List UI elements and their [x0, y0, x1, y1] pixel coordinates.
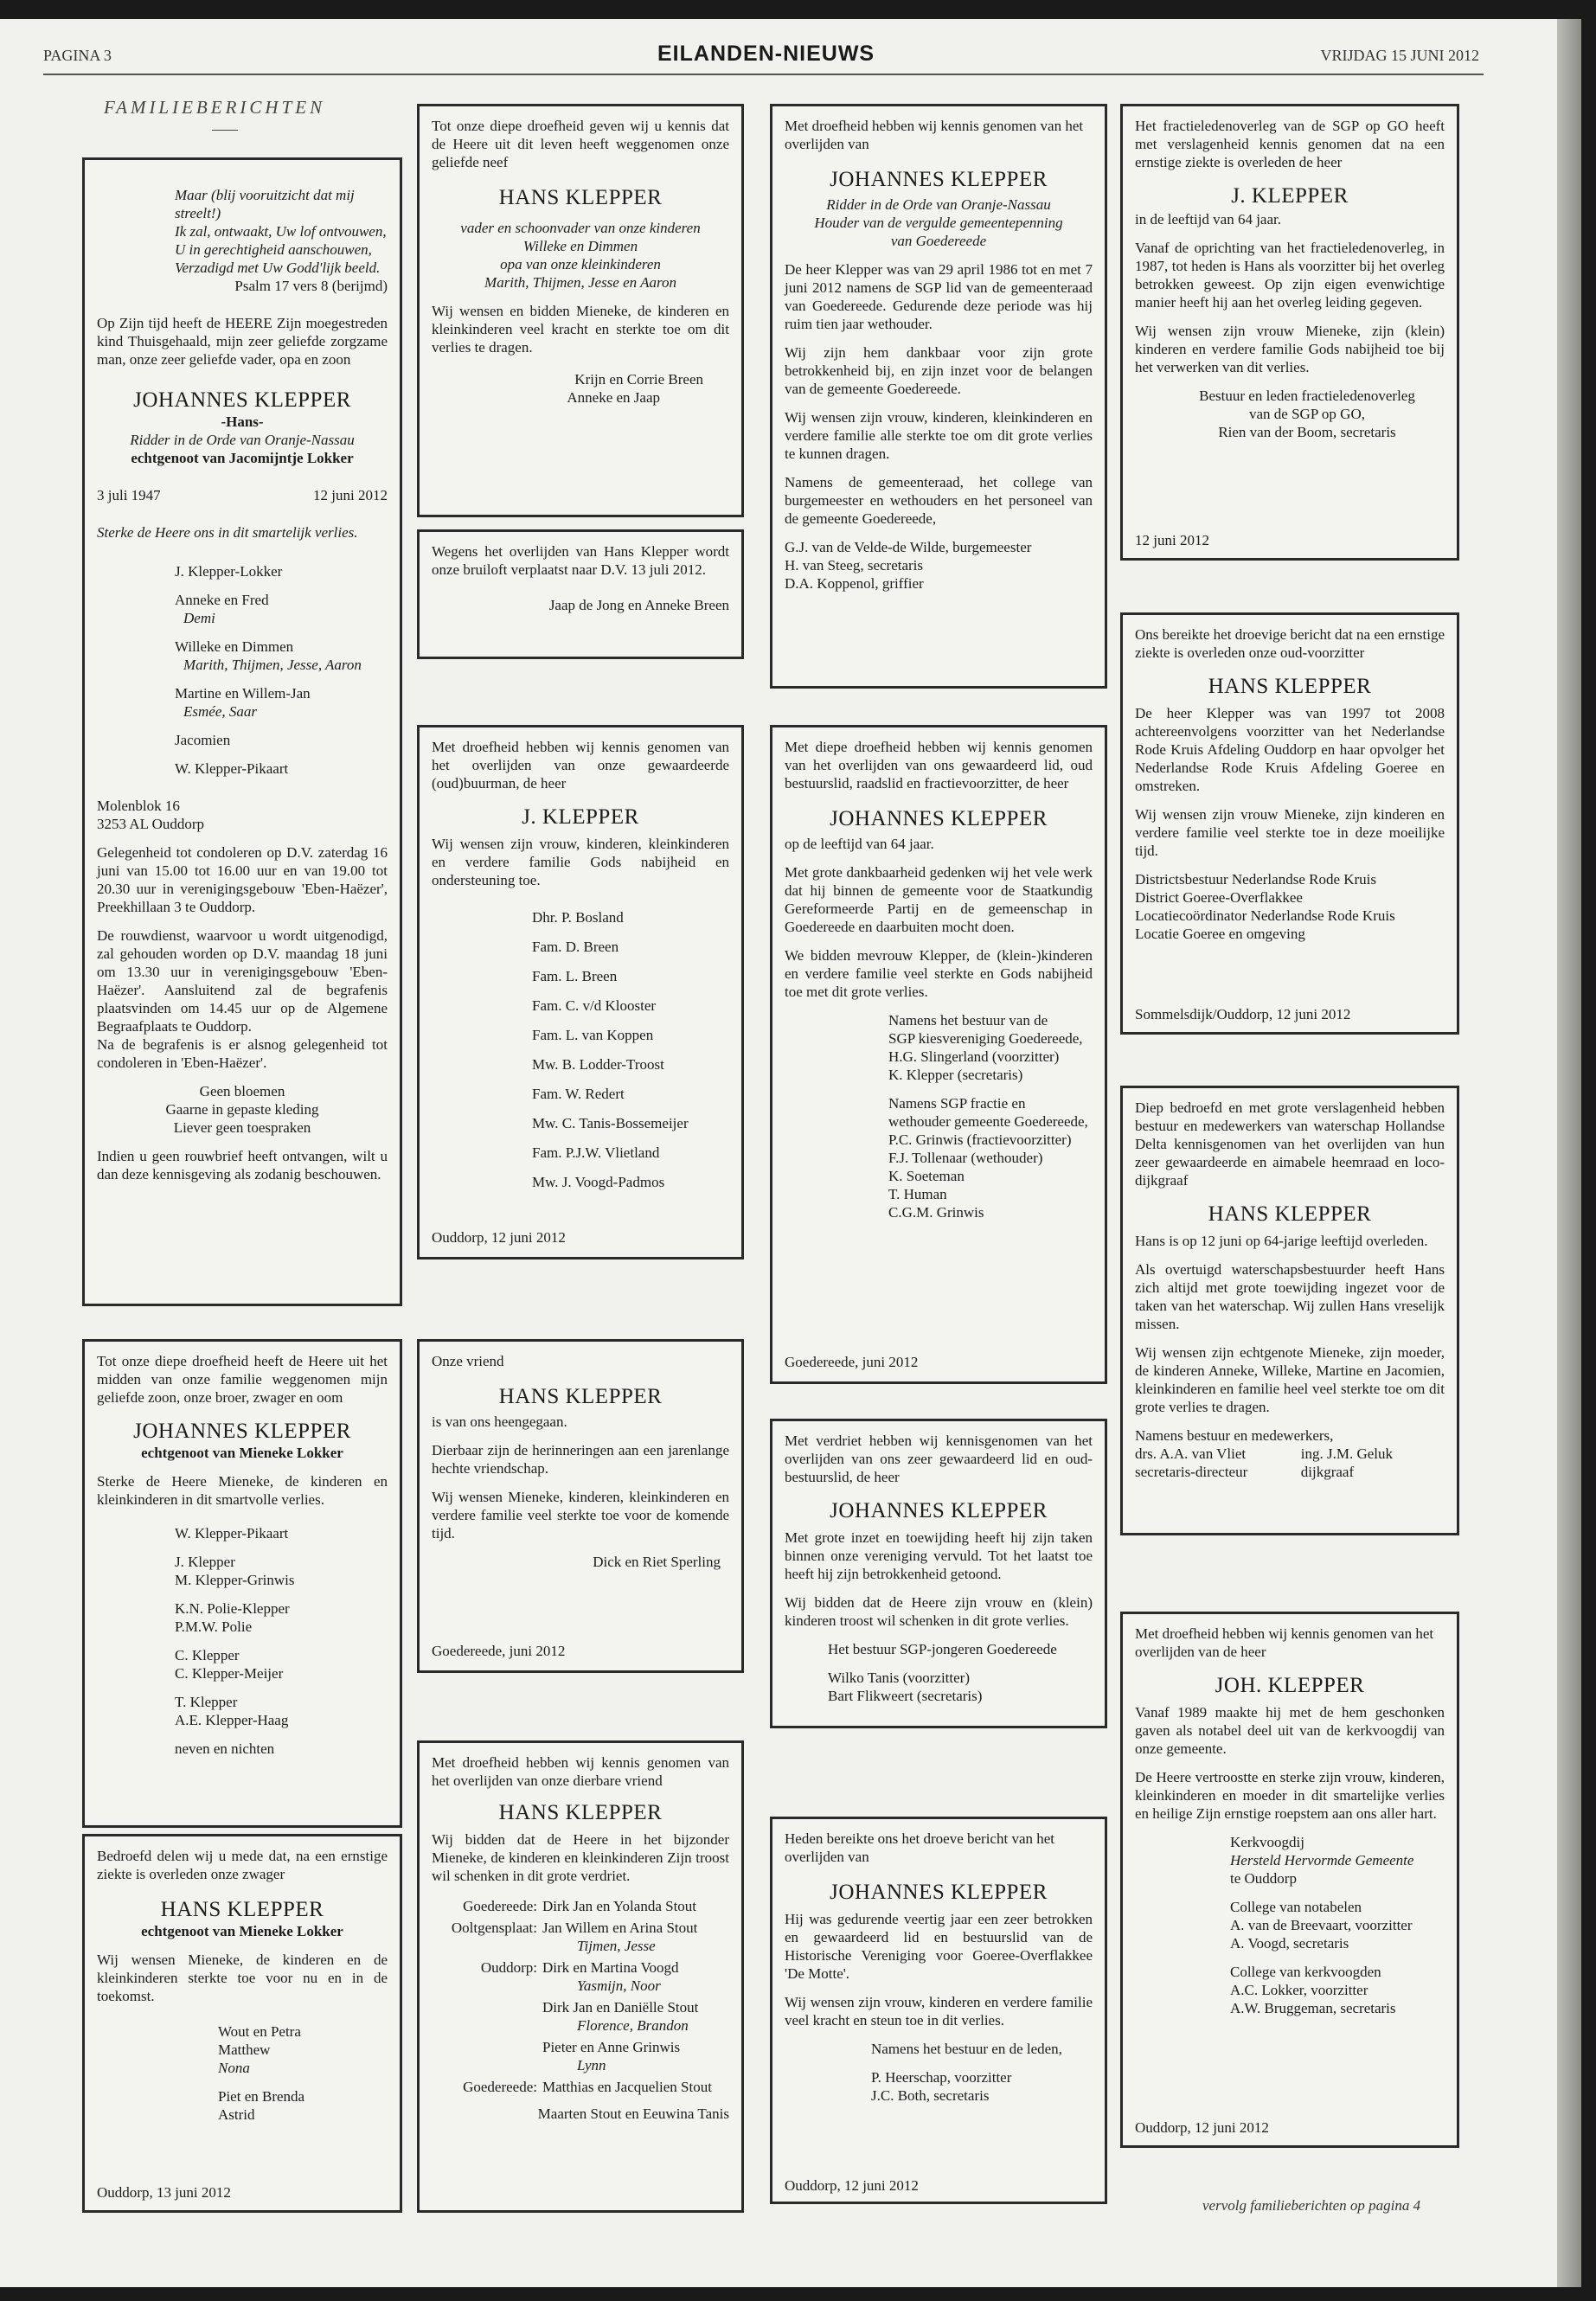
intro-text: Met droefheid hebben wij kennis genomen van het overlijden van de heer [1135, 1625, 1434, 1660]
signatory: A.C. Lokker, voorzitter [1230, 1982, 1368, 1998]
deceased-name: JOHANNES KLEPPER [133, 1420, 351, 1443]
name-line: Dirk en Martina Voogd [542, 1959, 679, 1976]
quote-block [97, 186, 388, 277]
signatory: C.G.M. Grinwis [888, 1204, 984, 1221]
family-member: W. Klepper-Pikaart [175, 760, 289, 777]
signatory: Bart Flikweert (secretaris) [828, 1688, 983, 1704]
signatory: D.A. Koppenol, griffier [785, 575, 924, 592]
signatory: te Ouddorp [1230, 1870, 1297, 1887]
signatory: Krijn en Corrie Breen [574, 371, 703, 388]
signatory: SGP kiesvereniging Goedereede, [888, 1030, 1083, 1047]
signatory: P.M.W. Polie [175, 1618, 253, 1635]
name-cell [542, 1917, 729, 1957]
description-line: opa van onze kleinkinderen [500, 256, 661, 272]
signatory: T. Klepper [175, 1694, 238, 1710]
signatory: Hersteld Hervormde Gemeente [1230, 1852, 1414, 1868]
wish-text: Wij wensen zijn vrouw, kinderen, kleinkinderen en verdere familie Gods nabijheid en ondersteuning toe. [432, 836, 729, 888]
table-row [432, 2036, 729, 2076]
notice-neighbours [417, 725, 744, 1259]
spouse-line: echtgenoot van Jacomijntje Lokker [131, 450, 354, 466]
table-row [432, 1917, 729, 1957]
intro-text: Diep bedroefd en met grote verslagenheid hebben bestuur en medewerkers van waterschap Hollandse Delta kennisgenomen van het overlijden van hun zeer gewaardeerde en aimabele heemraad en loco-dijkgraaf [1135, 1099, 1445, 1189]
psalm-ref: Psalm 17 vers 8 (berijmd) [234, 278, 388, 294]
signatory: dijkgraaf [1300, 1464, 1355, 1480]
family-children: Demi [183, 610, 215, 626]
signatory: Jaap de Jong en Anneke Breen [548, 597, 729, 613]
signatory: Bestuur en leden fractieledenoverleg [1199, 388, 1415, 404]
masthead: EILANDEN-NIEUWS [657, 42, 875, 66]
place-cell [432, 1997, 542, 2036]
paragraph: Hij was gedurende veertig jaar een zeer betrokken en gewaardeerd lid en bestuurslid van de Historische Vereniging voor Goeree-Overflakkee 'De Motte'. [785, 1911, 1093, 1982]
deceased-name: HANS KLEPPER [1208, 1202, 1372, 1226]
issue-date: VRIJDAG 15 JUNI 2012 [1320, 47, 1479, 64]
signatory: T. Human [888, 1186, 947, 1202]
signatory-left [1135, 1445, 1247, 1481]
place-cell [432, 2036, 542, 2076]
intro-text: Met droefheid hebben wij kennis genomen van het overlijden van [785, 118, 1084, 152]
paragraph: Namens bestuur en medewerkers, [1135, 1427, 1334, 1444]
signatory: van de SGP op GO, [1249, 406, 1365, 422]
intro-text: Het fractieledenoverleg van de SGP op GO heeft met verslagenheid kennis genomen dat na een ernstige ziekte is overleden de heer [1135, 118, 1445, 170]
intro-text: Met droefheid hebben wij kennis genomen van het overlijden van onze dierbare vriend [432, 1754, 729, 1789]
continued-note: vervolg familieberichten op pagina 4 [1202, 2197, 1421, 2214]
honour-line: Houder van de vergulde gemeentepenning [814, 215, 1063, 231]
paragraph: De heer Klepper was van 29 april 1986 tot en met 7 juni 2012 namens de SGP lid van de gemeenteraad van Goedereede. Gedurende deze periode was hij ruim tien jaar wethouder. [785, 261, 1093, 332]
children-line: Lynn [577, 2057, 606, 2073]
name-cell [542, 1957, 729, 1997]
signatory: M. Klepper-Grinwis [175, 1572, 295, 1588]
neighbour: Mw. J. Voogd-Padmos [532, 1174, 665, 1190]
table-row [432, 1997, 729, 2036]
signatory: Maarten Stout en Eeuwina Tanis [537, 2106, 729, 2122]
page-header [43, 42, 1479, 67]
signatory: H. van Steeg, secretaris [785, 557, 924, 574]
signatory: Locatiecoördinator Nederlandse Rode Kruis [1135, 907, 1395, 924]
signatory: A. Voogd, secretaris [1230, 1935, 1349, 1952]
wish-text: Wij wensen Mieneke, kinderen, kleinkinderen en verdere familie veel sterkte toe voor de komende tijd. [432, 1489, 729, 1541]
deceased-name: JOHANNES KLEPPER [830, 168, 1048, 191]
signatories [97, 1524, 388, 1758]
name-cell [542, 1997, 729, 2036]
notice-sgp-party [770, 725, 1107, 1384]
family-member: J. Klepper-Lokker [175, 563, 283, 580]
memory-text: Dierbaar zijn de herinneringen aan een jarenlange hechte vriendschap. [432, 1442, 729, 1477]
signatory: Anneke en Jaap [567, 389, 660, 406]
neighbour: Fam. L. van Koppen [532, 1027, 654, 1043]
name-line: Jan Willem en Arina Stout [542, 1920, 698, 1936]
family-member: Anneke en Fred [175, 592, 269, 608]
name-cell [542, 2036, 729, 2076]
signatory: P.C. Grinwis (fractievoorzitter) [888, 1131, 1072, 1148]
signatory: Wilko Tanis (voorzitter) [828, 1670, 970, 1686]
spouse-line: echtgenoot van Mieneke Lokker [141, 1923, 343, 1939]
signatory: Piet en Brenda [218, 2088, 305, 2105]
birth-date: 3 juli 1947 [97, 487, 161, 503]
notice-church [1120, 1612, 1459, 2148]
signatory: College van kerkvoogden [1230, 1964, 1381, 1980]
quote-line: Maar (blij vooruitzicht dat mij streelt!) [175, 187, 355, 221]
honours [785, 195, 1093, 250]
signatory: K. Soeteman [888, 1168, 965, 1184]
section-divider [212, 130, 238, 131]
family-member: Willeke en Dimmen [175, 638, 294, 655]
place-cell: Goedereede: [463, 1898, 537, 1914]
honour-line: Ridder in de Orde van Oranje-Nassau [826, 196, 1051, 213]
neighbour: Fam. P.J.W. Vlietland [532, 1144, 660, 1161]
signatory: secretaris-directeur [1135, 1464, 1248, 1480]
signatories [1135, 870, 1445, 943]
paragraph: Wij wensen zijn vrouw, kinderen, kleinkinderen en verdere familie alle sterkte toe om dit grote verlies te kunnen dragen. [785, 409, 1093, 462]
family-children: Esmée, Saar [183, 703, 257, 720]
label: Onze vriend [432, 1353, 504, 1369]
paragraph: Vanaf 1989 maakte hij met de hem geschonken gaven als notabel deel uit van de kerkvoogdij van onze gemeente. [1135, 1704, 1445, 1757]
name-line: Dirk Jan en Daniëlle Stout [542, 1999, 699, 2016]
signatory: F.J. Tollenaar (wethouder) [888, 1150, 1043, 1166]
notice-dear-friend [417, 1740, 744, 2213]
notice-nephew [417, 104, 744, 517]
signatory: G.J. van de Velde-de Wilde, burgemeester [785, 539, 1032, 555]
deceased-name: HANS KLEPPER [498, 1801, 663, 1824]
neighbour: Mw. B. Lodder-Troost [532, 1056, 664, 1073]
intro-text: Met droefheid hebben wij kennis genomen van het overlijden van onze gewaardeerde (oud)buurman, de heer [432, 739, 729, 792]
place-date: Ouddorp, 12 juni 2012 [785, 2177, 919, 2194]
paragraph: Met grote dankbaarheid gedenken wij het vele werk dat hij binnen de gemeente voor de Staatkundig Gereformeerde Partij en de gemeenschap in Goedereede en daarbuiten mocht doen. [785, 864, 1093, 935]
description-line: vader en schoonvader van onze kinderen [460, 220, 701, 236]
intro-text: Bedroefd delen wij u mede dat, na een ernstige ziekte is overleden onze zwager [97, 1848, 388, 1882]
place-date: Sommelsdijk/Ouddorp, 12 juni 2012 [1135, 1006, 1351, 1022]
signatory: A.W. Bruggeman, secretaris [1230, 2000, 1396, 2016]
children-line: Yasmijn, Noor [577, 1977, 661, 1994]
notice-wedding-postponed [417, 529, 744, 659]
signatory: District Goeree-Overflakkee [1135, 889, 1303, 906]
signatory: C. Klepper [175, 1647, 240, 1663]
intro-text: Met verdriet hebben wij kennisgenomen van het overlijden van ons zeer gewaardeerd lid en oud-bestuurslid, de heer [785, 1433, 1093, 1485]
signatory: wethouder gemeente Goedereede, [888, 1113, 1088, 1130]
quote-line: U in gerechtigheid aanschouwen, [175, 241, 372, 258]
wish-text: Sterke de Heere Mieneke, de kinderen en kleinkinderen in dit smartvolle verlies. [97, 1473, 388, 1508]
place-date: Ouddorp, 12 juni 2012 [432, 1229, 566, 1246]
signatory: W. Klepper-Pikaart [175, 1525, 289, 1541]
place-cell: Ooltgensplaat: [451, 1920, 537, 1936]
paragraph: Wij wensen zijn vrouw, kinderen en verdere familie veel kracht en steun toe in dit verlies. [785, 1994, 1093, 2029]
deceased-name: HANS KLEPPER [160, 1898, 324, 1921]
address-line: 3253 AL Ouddorp [97, 816, 205, 832]
place-date: Ouddorp, 13 juni 2012 [97, 2184, 231, 2201]
signatory: J.C. Both, secretaris [871, 2087, 990, 2104]
address [97, 797, 388, 833]
signatory: Districtsbestuur Nederlandse Rode Kruis [1135, 871, 1377, 888]
funeral-text: De rouwdienst, waarvoor u wordt uitgenodigd, zal gehouden worden op D.V. maandag 18 juni om 13.30 uur in verenigingsgebouw 'Eben-Haëzer'. Aansluitend zal de begrafenis plaatsvinden om 14.45 uur op de Algemene Begraafplaats te Ouddorp. [97, 927, 388, 1035]
deceased-name: JOHANNES KLEPPER [830, 1499, 1048, 1522]
signatory: P. Heerschap, voorzitter [871, 2069, 1012, 2086]
page-edge [1557, 19, 1581, 2287]
intro-text: Met diepe droefheid hebben wij kennis genomen van het overlijden van ons gewaardeerd lid, oud bestuurslid, raadslid en fractievoorzitter, de heer [785, 739, 1093, 792]
notice-friend [417, 1339, 744, 1673]
verse-line: Sterke de Heere ons in dit smartelijk verlies. [97, 524, 358, 541]
deceased-name: J. KLEPPER [1231, 184, 1349, 208]
name-line: Pieter en Anne Grinwis [542, 2039, 681, 2055]
family-children: Marith, Thijmen, Jesse, Aaron [183, 657, 362, 673]
signatory: J. Klepper [175, 1554, 235, 1570]
intro-text: Tot onze diepe droefheid heeft de Heere uit het midden van onze familie weggenomen mijn geliefde zoon, onze broer, zwager en oom [97, 1353, 388, 1406]
deceased-name: J. KLEPPER [522, 805, 639, 829]
description [432, 219, 729, 292]
organisation: Het bestuur SGP-jongeren Goedereede [828, 1641, 1057, 1657]
header-rule [43, 74, 1484, 75]
deceased-name: JOH. KLEPPER [1215, 1674, 1365, 1697]
place-date: 12 juni 2012 [1135, 532, 1209, 548]
signatory: Dick en Riet Sperling [593, 1554, 721, 1570]
deceased-name: JOHANNES KLEPPER [133, 388, 351, 412]
deceased-name: HANS KLEPPER [498, 1385, 663, 1408]
signatory: A.E. Klepper-Haag [175, 1712, 289, 1728]
notice-municipality [770, 104, 1107, 689]
signatory: Namens het bestuur van de [888, 1012, 1048, 1029]
paragraph: Hans is op 12 juni op 64-jarige leeftijd overleden. [1135, 1233, 1428, 1249]
dates-row [97, 486, 388, 504]
family-member: Martine en Willem-Jan [175, 685, 311, 702]
deceased-name: JOHANNES KLEPPER [830, 1881, 1048, 1904]
description-line: Willeke en Dimmen [522, 238, 638, 254]
age-line: in de leeftijd van 64 jaar. [1135, 211, 1281, 228]
place-cell: Goedereede: [463, 2079, 537, 2095]
signatory: Locatie Goeree en omgeving [1135, 926, 1305, 942]
line: is van ons heengegaan. [432, 1413, 567, 1430]
quote-line: Verzadigd met Uw Godd'lijk beeld. [175, 260, 381, 276]
paragraph: De Heere vertroostte en sterke zijn vrouw, kinderen, kleinkinderen en moeder in dit smartelijke verlies en heilige Zijn ernstige roepstem aan ons aller hart. [1135, 1769, 1445, 1822]
paragraph: Wij wensen zijn vrouw Mieneke, zijn kinderen en verdere familie veel sterkte toe in deze moeilijke tijd. [1135, 806, 1445, 859]
neighbour: Fam. L. Breen [532, 968, 618, 984]
notice-text: Wegens het overlijden van Hans Klepper wordt onze bruiloft verplaatst naar D.V. 13 juli 2012. [432, 543, 729, 578]
flowers-line: Gaarne in gepaste kleding [165, 1101, 319, 1118]
signatories [785, 2068, 1093, 2105]
signatories [785, 538, 1093, 593]
signatory: Rien van der Boom, secretaris [1218, 424, 1396, 440]
neighbour: Mw. C. Tanis-Bossemeijer [532, 1115, 689, 1131]
neighbour: Fam. C. v/d Klooster [532, 997, 657, 1014]
after-text: Na de begrafenis is er alsnog gelegenheid tot condoleren in 'Eben-Haëzer'. [97, 1036, 388, 1071]
signatory: Wout en Petra [218, 2023, 301, 2040]
flowers-line: Liever geen toespraken [173, 1119, 311, 1136]
paragraph: Vanaf de oprichting van het fractieledenoverleg, in 1987, tot heden is Hans als voorzitter bij het overleg betrokken geweest. Op zijn eigen evenwichtige manier heeft hij aan het overleg leiding gegeven. [1135, 240, 1445, 311]
paragraph: We bidden mevrouw Klepper, de (klein-)kinderen en verdere familie veel sterkte en Gods nabijheid toe met dit grote verlies. [785, 947, 1093, 1000]
wish-text: Wij wensen Mieneke, de kinderen en de kleinkinderen sterkte toe voor nu en in de toekomst. [97, 1952, 388, 2004]
quote-line: Ik zal, ontwaakt, Uw lof ontvouwen, [175, 223, 387, 240]
mourning-note: Indien u geen rouwbrief heeft ontvangen, wilt u dan deze kennisgeving als zodanig beschouwen. [97, 1148, 388, 1183]
place-date: Ouddorp, 12 juni 2012 [1135, 2119, 1269, 2136]
notice-historical-society [770, 1817, 1107, 2204]
organisation: Namens het bestuur en de leden, [871, 2041, 1062, 2057]
notice-in-laws [82, 1834, 402, 2213]
signatory: K.N. Polie-Klepper [175, 1600, 290, 1617]
signatory: H.G. Slingerland (voorzitter) [888, 1048, 1060, 1065]
intro-text: Op Zijn tijd heeft de HEERE Zijn moegestreden kind Thuisgehaald, mijn zeer geliefde zorgzame man, onze zeer geliefde vader, opa en zoon [97, 315, 388, 368]
signatory: A. van de Breevaart, voorzitter [1230, 1917, 1413, 1933]
intro-text: Heden bereikte ons het droeve bericht van het overlijden van [785, 1830, 1055, 1865]
paragraph: Wij bidden dat de Heere zijn vrouw en (klein) kinderen troost wil schenken in dit grote verlies. [785, 1594, 1093, 1629]
signatories [1135, 1833, 1445, 2017]
neighbour-list [432, 903, 729, 1197]
honour-line: van Goedereede [890, 233, 987, 249]
signatories [785, 1669, 1093, 1705]
signatory: College van notabelen [1230, 1899, 1362, 1915]
table-row [432, 2076, 729, 2098]
paragraph: Wij wensen zijn echtgenote Mieneke, zijn moeder, de kinderen Anneke, Willeke, Martine en Jacomien, kleinkinderen en familie heel veel sterkte toe om dit grote verlies te dragen. [1135, 1344, 1445, 1415]
family-list [97, 562, 388, 778]
neighbour: Fam. D. Breen [532, 939, 619, 955]
place-date: Goedereede, juni 2012 [785, 1354, 919, 1370]
signatory: Kerkvoogdij [1230, 1834, 1304, 1850]
death-date: 12 juni 2012 [313, 487, 388, 503]
signatory: ing. J.M. Geluk [1300, 1445, 1393, 1462]
signatory: C. Klepper-Meijer [175, 1665, 284, 1682]
signatory: Namens SGP fractie en [888, 1095, 1026, 1112]
deceased-name: HANS KLEPPER [1208, 675, 1372, 698]
signatories [97, 2022, 388, 2124]
place-date: Goedereede, juni 2012 [432, 1643, 566, 1659]
condolence-text: Gelegenheid tot condoleren op D.V. zaterdag 16 juni van 15.00 tot 16.00 uur en van 19.00 tot 20.30 uur in verenigingsgebouw 'Eben-Haëzer', Preekhillaan 3 te Ouddorp. [97, 844, 388, 915]
signatory-right [1301, 1445, 1393, 1481]
flowers-line: Geen bloemen [199, 1083, 285, 1099]
spouse-line: echtgenoot van Mieneke Lokker [141, 1445, 343, 1461]
signatory: Astrid [218, 2106, 255, 2123]
notice-sgp-faction [1120, 104, 1459, 561]
signatory: Nona [218, 2060, 250, 2076]
neighbour: Fam. W. Redert [532, 1086, 625, 1102]
signatory: neven en nichten [175, 1740, 275, 1757]
paragraph: De heer Klepper was van 1997 tot 2008 achtereenvolgens voorzitter van het Nederlandse Rode Kruis Afdeling Ouddorp en haar opvolger het Nederlandse Rode Kruis Afdeling Goeree en omstreken. [1135, 705, 1445, 794]
intro-text: Ons bereikte het droevige bericht dat na een ernstige ziekte is overleden onze oud-voorzitter [1135, 626, 1445, 661]
age-line: op de leeftijd van 64 jaar. [785, 836, 934, 852]
deceased-name: HANS KLEPPER [498, 186, 663, 209]
table-row [432, 1957, 729, 1997]
section-title: FAMILIEBERICHTEN [104, 97, 326, 118]
deceased-name: JOHANNES KLEPPER [830, 807, 1048, 830]
family-member: Jacomien [175, 732, 231, 748]
address-line: Molenblok 16 [97, 798, 180, 814]
signatories [1135, 387, 1445, 441]
place-cell: Ouddorp: [480, 1959, 537, 1976]
signatories-group [785, 1011, 1093, 1084]
flowers-note [97, 1082, 388, 1137]
paragraph: Met grote inzet en toewijding heeft hij zijn taken binnen onze vereniging vervuld. Tot het laatst toe heeft hij zijn betrokkenheid getoond. [785, 1529, 1093, 1582]
page-number: PAGINA 3 [43, 47, 112, 64]
neighbour: Dhr. P. Bosland [532, 909, 624, 926]
signatory: K. Klepper (secretaris) [888, 1067, 1023, 1083]
children-line: Tijmen, Jesse [577, 1938, 656, 1954]
paragraph: Wij zijn hem dankbaar voor zijn grote betrokkenheid bij, en zijn inzet voor de belangen van de gemeente Goedereede. [785, 344, 1093, 397]
wish-text: Wij bidden dat de Heere in het bijzonder Mieneke, de kinderen en kleinkinderen Zijn troost wil schenken in dit grote verdriet. [432, 1831, 729, 1884]
notice-water-board [1120, 1086, 1459, 1535]
children-line: Florence, Brandon [577, 2017, 689, 2034]
signatory: drs. A.A. van Vliet [1135, 1445, 1247, 1462]
paragraph: Namens de gemeenteraad, het college van burgemeester en wethouders en het personeel van de gemeente Goedereede, [785, 474, 1093, 527]
signatory: Matthew [218, 2041, 271, 2058]
table-row [432, 1895, 729, 1917]
honour-title: Ridder in de Orde van Oranje-Nassau [130, 432, 355, 448]
description-line: Marith, Thijmen, Jesse en Aaron [484, 274, 676, 291]
paragraph: Als overtuigd waterschapsbestuurder heeft Hans zich altijd met grote toewijding ingezet voor de taken van het waterschap. Wij zullen Hans vreselijk missen. [1135, 1261, 1445, 1332]
name-cell: Dirk Jan en Yolanda Stout [542, 1898, 697, 1914]
signatories-group [785, 1094, 1093, 1221]
notice-siblings [82, 1339, 402, 1828]
signatories [432, 370, 729, 407]
intro-text: Tot onze diepe droefheid geven wij u kennis dat de Heere uit dit leven heeft weggenomen onze geliefde neef [432, 118, 729, 170]
wish-text: Wij wensen en bidden Mieneke, de kinderen en kleinkinderen veel kracht en sterkte toe om dit verlies te dragen. [432, 303, 729, 356]
notice-family [82, 157, 402, 1306]
friends-table [432, 1895, 729, 2098]
nickname: -Hans- [221, 413, 264, 430]
notice-sgp-youth [770, 1419, 1107, 1728]
signatories [1135, 1445, 1445, 1481]
paragraph: Wij wensen zijn vrouw Mieneke, zijn (klein) kinderen en verdere familie Gods nabijheid toe bij het verwerken van dit verlies. [1135, 323, 1445, 375]
name-cell: Matthias en Jacquelien Stout [542, 2079, 712, 2095]
notice-red-cross [1120, 612, 1459, 1035]
